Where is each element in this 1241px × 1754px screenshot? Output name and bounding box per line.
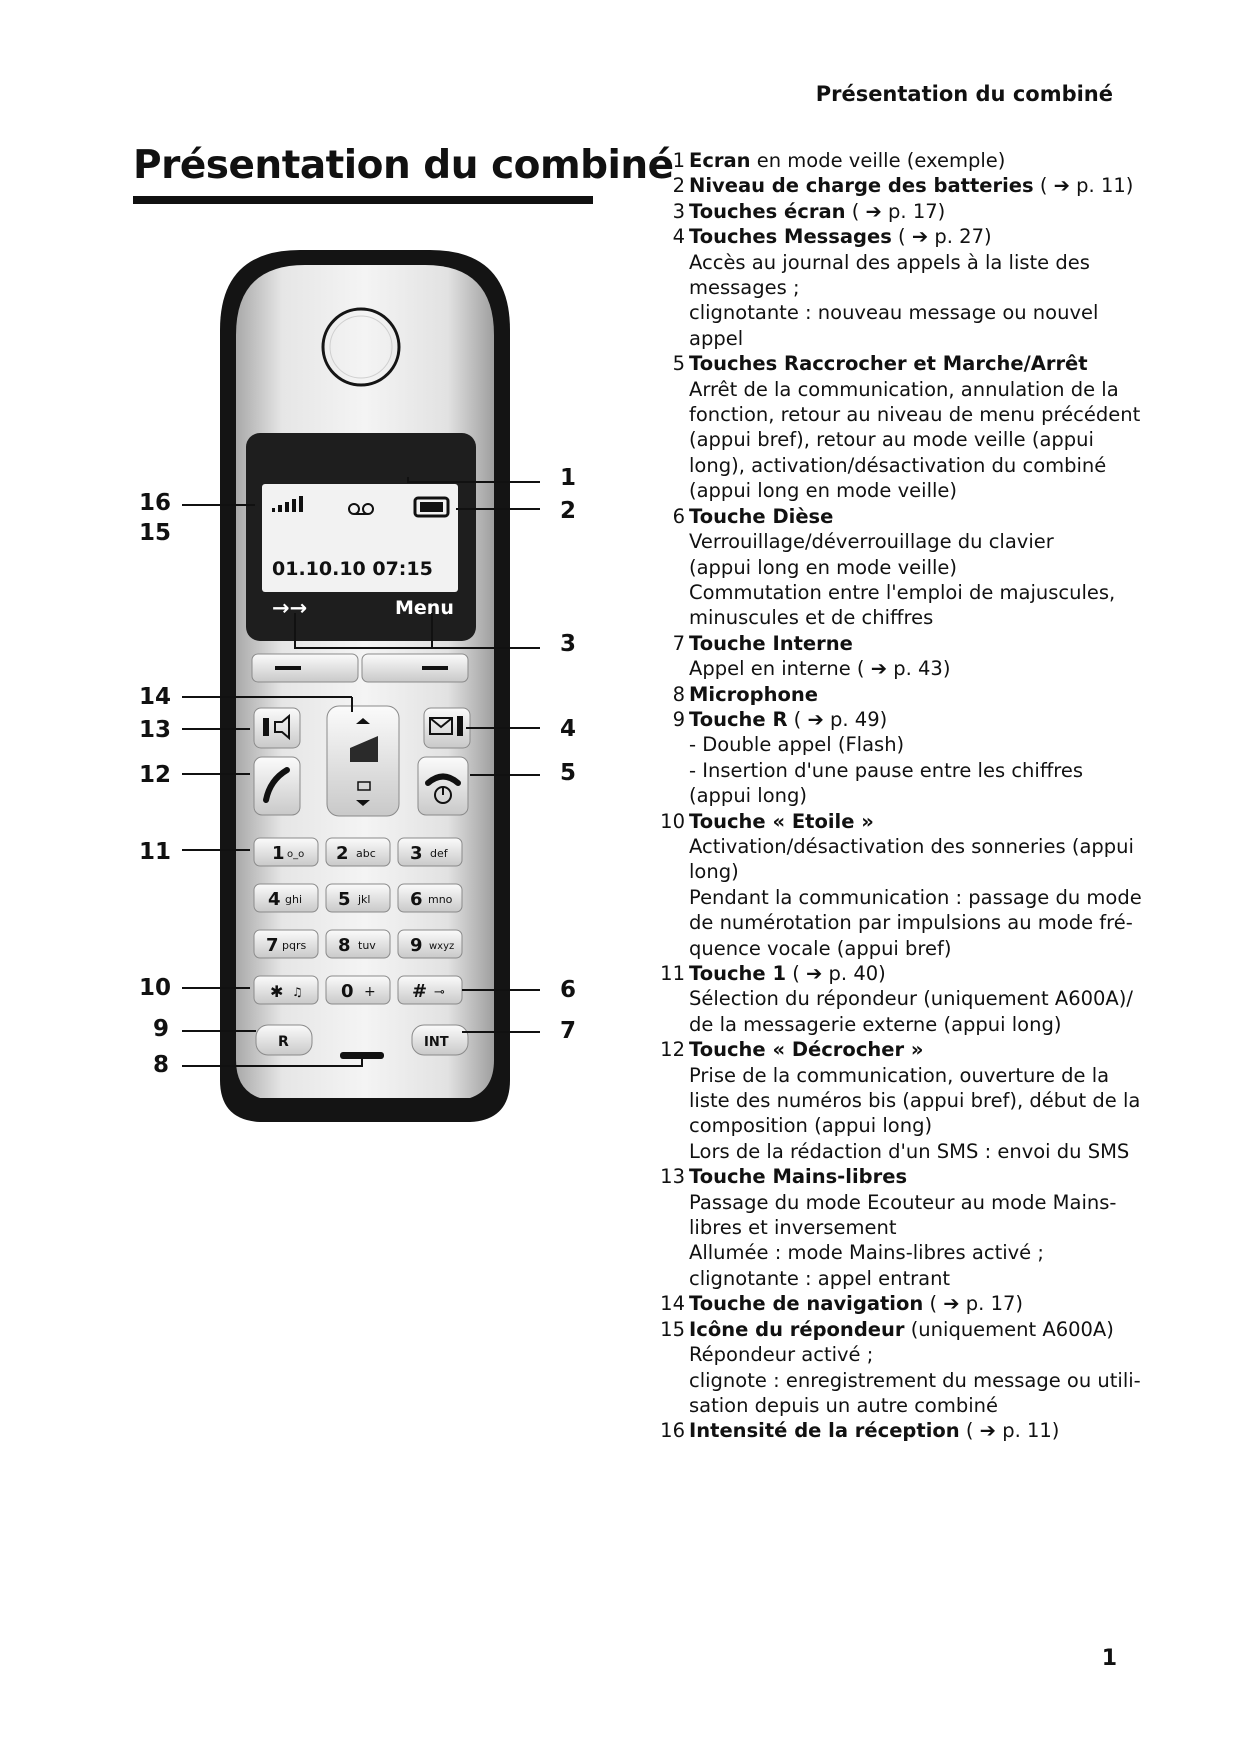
legend-item-description-line: Lors de la rédaction d'un SMS : envoi du SMS bbox=[689, 1139, 1130, 1163]
svg-text:#: # bbox=[412, 981, 428, 1002]
legend-item-number: 14 bbox=[660, 1292, 685, 1316]
legend-item-description-line: sation depuis un autre combiné bbox=[689, 1393, 999, 1417]
svg-text:def: def bbox=[430, 847, 448, 860]
legend-item-title: Touche « Décrocher » bbox=[689, 1038, 924, 1062]
legend-item-reference: ( ➔ p. 11) bbox=[1033, 174, 1134, 198]
key-9 bbox=[398, 930, 462, 958]
legend-item-reference: ( ➔ p. 40) bbox=[786, 962, 886, 985]
legend-item bbox=[648, 1164, 1148, 1291]
svg-text:1: 1 bbox=[272, 843, 285, 864]
callout-13: 13 bbox=[139, 717, 172, 743]
key-7 bbox=[254, 930, 318, 958]
callout-2: 2 bbox=[560, 498, 577, 524]
handset-figure bbox=[0, 0, 640, 1160]
svg-text:⊸: ⊸ bbox=[434, 985, 445, 1000]
legend-item-title: Touches Raccrocher et Marche/Arrêt bbox=[689, 352, 1088, 376]
legend-item-description-line: - Double appel (Flash) bbox=[689, 733, 905, 757]
svg-text:mno: mno bbox=[428, 893, 453, 906]
svg-text:ghi: ghi bbox=[285, 893, 303, 906]
legend-item-description-line: Passage du mode Ecouteur au mode Mains- bbox=[689, 1190, 1117, 1214]
legend-item-number: 5 bbox=[672, 352, 685, 376]
legend-item-description-line: clignote : enregistrement du message ou utili- bbox=[689, 1368, 1141, 1392]
legend-item-description-line: quence vocale (appui bref) bbox=[689, 936, 952, 960]
svg-text:pqrs: pqrs bbox=[282, 939, 307, 952]
legend-item-description-line: fonction, retour au niveau de menu précédent bbox=[689, 403, 1141, 427]
legend-item-description-line: de numérotation par impulsions au mode fré- bbox=[689, 911, 1133, 935]
legend-item-description-line: (appui long en mode veille) bbox=[689, 555, 958, 579]
legend-item-title: Touche Mains-libres bbox=[689, 1165, 908, 1189]
svg-text:jkl: jkl bbox=[358, 893, 371, 906]
svg-text:2: 2 bbox=[336, 843, 349, 864]
talk-key bbox=[254, 757, 300, 815]
legend-item bbox=[648, 1418, 1148, 1443]
legend-item-title: Icône du répondeur bbox=[689, 1317, 905, 1341]
svg-text:♫: ♫ bbox=[292, 985, 303, 999]
legend-item-number: 13 bbox=[660, 1165, 685, 1189]
legend-item-reference: ( ➔ p. 11) bbox=[959, 1419, 1060, 1443]
svg-text:3: 3 bbox=[410, 843, 423, 864]
svg-text:0: 0 bbox=[341, 981, 354, 1002]
callout-6: 6 bbox=[560, 977, 577, 1003]
legend-item-description-line: Sélection du répondeur (uniquement A600A)/ bbox=[689, 987, 1133, 1011]
callout-3: 3 bbox=[560, 631, 577, 657]
legend-item-description-line: libres et inversement bbox=[689, 1216, 897, 1240]
legend-item-title: Touche Dièse bbox=[689, 504, 834, 528]
legend-item-number: 7 bbox=[672, 631, 685, 655]
legend-item-title: Touches écran bbox=[689, 199, 846, 223]
legend-item-description-line: clignotante : nouveau message ou nouvel bbox=[689, 301, 1099, 325]
callout-11: 11 bbox=[139, 839, 172, 865]
legend-item-description-line: Allumée : mode Mains-libres activé ; bbox=[689, 1241, 1044, 1265]
right-softkey bbox=[362, 654, 468, 682]
legend-item-description-line: Accès au journal des appels à la liste des bbox=[689, 250, 1090, 274]
legend-item-number: 1 bbox=[672, 149, 685, 172]
legend-item-reference: ( ➔ p. 49) bbox=[787, 707, 888, 731]
legend-item-description-line: Prise de la communication, ouverture de la bbox=[689, 1063, 1110, 1087]
legend-item-reference: ( ➔ p. 17) bbox=[845, 199, 946, 223]
legend-item-title: Touche R bbox=[689, 707, 788, 731]
legend-item-title: Ecran bbox=[689, 149, 751, 172]
legend-item bbox=[648, 173, 1148, 198]
svg-text:4: 4 bbox=[268, 889, 281, 910]
legend-item bbox=[648, 809, 1148, 961]
legend-item-reference: en mode veille (exemple) bbox=[750, 149, 1006, 172]
legend-item-reference: (uniquement A600A) bbox=[904, 1317, 1114, 1341]
legend-item-number: 11 bbox=[660, 962, 685, 985]
legend-item-description-line: (appui long) bbox=[689, 784, 807, 808]
legend-item-description-line: long), activation/désactivation du combiné bbox=[689, 453, 1107, 477]
legend-item-number: 8 bbox=[672, 682, 685, 706]
key-4 bbox=[254, 884, 318, 912]
legend-item bbox=[648, 1037, 1148, 1164]
legend-item-number: 9 bbox=[672, 707, 685, 731]
display-datetime: 01.10.10 07:15 bbox=[272, 558, 433, 580]
callout-8: 8 bbox=[153, 1052, 170, 1078]
legend-item-number: 6 bbox=[672, 504, 685, 528]
legend-item-description-line: liste des numéros bis (appui bref), début de la bbox=[689, 1089, 1141, 1113]
legend-item-description-line: Activation/désactivation des sonneries (appui bbox=[689, 834, 1134, 858]
legend-item bbox=[648, 148, 1148, 173]
legend-item bbox=[648, 631, 1148, 682]
legend-item-description-line: Commutation entre l'emploi de majuscules, bbox=[689, 580, 1116, 604]
legend-item-description-line: Verrouillage/déverrouillage du clavier bbox=[689, 530, 1054, 554]
legend-item-number: 15 bbox=[660, 1317, 685, 1341]
legend-item-reference: ( ➔ p. 27) bbox=[891, 225, 992, 249]
callout-4: 4 bbox=[560, 716, 577, 742]
legend-item-description-line: appel bbox=[689, 326, 744, 350]
legend-item-title: Niveau de charge des batteries bbox=[689, 174, 1034, 198]
callout-7: 7 bbox=[560, 1018, 577, 1044]
legend-item-title: Touche Interne bbox=[689, 631, 853, 655]
legend-item-number: 4 bbox=[672, 225, 685, 249]
legend-item-description-line: Arrêt de la communication, annulation de la bbox=[689, 377, 1119, 401]
left-softkey-label: →→ bbox=[272, 596, 308, 620]
key-8 bbox=[326, 930, 390, 958]
handsfree-key bbox=[254, 708, 300, 748]
key-3 bbox=[398, 838, 462, 866]
legend-item-number: 12 bbox=[660, 1038, 685, 1062]
left-softkey bbox=[252, 654, 358, 682]
page-number: 1 bbox=[1101, 1646, 1117, 1671]
legend-item-description-line: (appui bref), retour au mode veille (appui bbox=[689, 428, 1094, 452]
legend-item-description-line: messages ; bbox=[689, 276, 800, 300]
key-star bbox=[254, 976, 318, 1004]
right-softkey-label: Menu bbox=[395, 597, 454, 619]
legend-item-title: Touches Messages bbox=[689, 225, 892, 249]
svg-text:8: 8 bbox=[338, 935, 351, 956]
callout-10: 10 bbox=[139, 975, 172, 1001]
legend-item bbox=[648, 1291, 1148, 1316]
legend-item-number: 3 bbox=[672, 199, 685, 223]
svg-text:9: 9 bbox=[410, 935, 423, 956]
legend-item-title: Intensité de la réception bbox=[689, 1419, 960, 1443]
key-0 bbox=[326, 976, 390, 1004]
legend-item-number: 16 bbox=[660, 1419, 685, 1443]
svg-text:7: 7 bbox=[266, 935, 279, 956]
microphone bbox=[340, 1052, 384, 1059]
callout-16: 16 bbox=[139, 490, 172, 516]
legend-item bbox=[648, 504, 1148, 631]
callout-15: 15 bbox=[139, 520, 172, 546]
legend-item-description-line: Pendant la communication : passage du mode bbox=[689, 885, 1142, 909]
legend-item-number: 2 bbox=[672, 174, 685, 198]
svg-text:wxyz: wxyz bbox=[429, 941, 455, 952]
running-header: Présentation du combiné bbox=[815, 82, 1113, 106]
legend-item-description-line: Appel en interne ( ➔ p. 43) bbox=[689, 657, 951, 681]
key-5 bbox=[326, 884, 390, 912]
legend-item-reference: ( ➔ p. 17) bbox=[923, 1292, 1024, 1316]
legend-item-description-line: minuscules et de chiffres bbox=[689, 606, 934, 630]
legend-list bbox=[648, 148, 1148, 1444]
legend-item-description-line: de la messagerie externe (appui long) bbox=[689, 1012, 1062, 1036]
r-key-label: R bbox=[278, 1034, 289, 1050]
svg-text:o_o: o_o bbox=[287, 849, 305, 860]
svg-text:6: 6 bbox=[410, 889, 423, 910]
svg-text:tuv: tuv bbox=[358, 939, 376, 952]
legend-item-description-line: - Insertion d'une pause entre les chiffres bbox=[689, 758, 1083, 782]
legend-item bbox=[648, 224, 1148, 351]
key-1 bbox=[254, 838, 318, 866]
legend-item-title: Touche de navigation bbox=[689, 1292, 924, 1316]
legend-item bbox=[648, 682, 1148, 707]
legend-item-description-line: composition (appui long) bbox=[689, 1114, 933, 1138]
key-6 bbox=[398, 884, 462, 912]
legend-item-description-line: clignotante : appel entrant bbox=[689, 1266, 951, 1290]
legend-item-number: 10 bbox=[660, 809, 685, 833]
int-key-label: INT bbox=[424, 1035, 449, 1050]
callout-14: 14 bbox=[139, 684, 172, 710]
svg-text:abc: abc bbox=[356, 847, 376, 860]
legend-item-title: Microphone bbox=[689, 682, 819, 706]
legend-item bbox=[648, 961, 1148, 1037]
callout-1: 1 bbox=[560, 465, 577, 491]
legend-item-description-line: (appui long en mode veille) bbox=[689, 479, 958, 503]
legend-item-title: Touche « Etoile » bbox=[689, 809, 874, 833]
legend-item-description-line: long) bbox=[689, 860, 739, 884]
page-title: Présentation du combiné bbox=[133, 143, 674, 188]
callout-9: 9 bbox=[153, 1016, 170, 1042]
svg-text:5: 5 bbox=[338, 889, 351, 910]
key-2 bbox=[326, 838, 390, 866]
svg-text:✱: ✱ bbox=[270, 982, 284, 1001]
callout-5: 5 bbox=[560, 760, 577, 786]
legend-item bbox=[648, 199, 1148, 224]
legend-item bbox=[648, 1317, 1148, 1419]
svg-text:+: + bbox=[364, 984, 376, 1000]
legend-item-title: Touche 1 bbox=[689, 962, 787, 985]
legend-item bbox=[648, 351, 1148, 503]
legend-item-description-line: Répondeur activé ; bbox=[689, 1343, 874, 1367]
legend-item bbox=[648, 707, 1148, 809]
key-hash bbox=[398, 976, 462, 1004]
callout-12: 12 bbox=[139, 762, 172, 788]
